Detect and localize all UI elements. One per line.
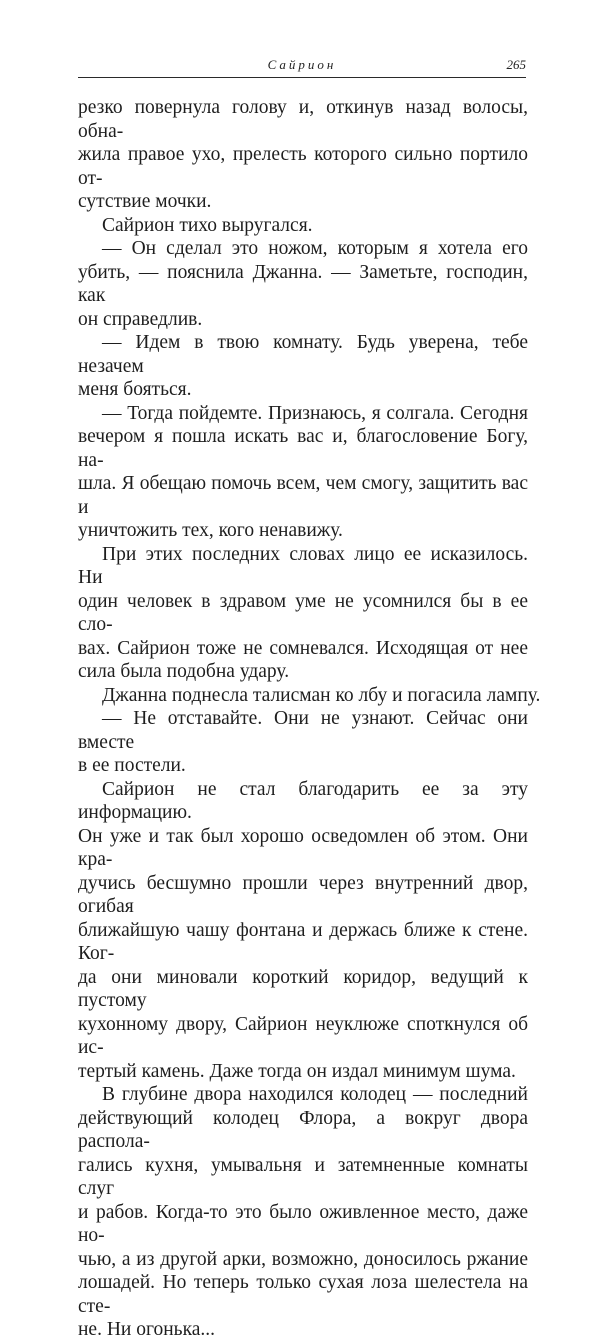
text-line: кухонному двору, Сайрион неуклюже споткнулся об ис- (78, 1013, 528, 1058)
paragraph (78, 214, 528, 238)
text-line: Сайрион не стал благодарить ее за эту информацию. (78, 778, 528, 823)
text-line: не. Ни огонька... (78, 1319, 216, 1340)
body-text (78, 96, 541, 1342)
paragraph (78, 778, 528, 1084)
text-line: сила была подобна удару. (78, 661, 290, 682)
text-line: дучись бесшумно прошли через внутренний двор, огибая (78, 872, 528, 917)
text-line: В глубине двора находился колодец — последний (102, 1084, 528, 1105)
text-line: и рабов. Когда-то это было оживленное место, даже но- (78, 1201, 528, 1246)
text-line: — Идем в твою комнату. Будь уверена, тебе незачем (78, 332, 528, 377)
text-line: — Тогда пойдемте. Признаюсь, я солгала. Сегодня (102, 402, 528, 424)
text-line: один человек в здравом уме не усомнился бы в ее сло- (78, 590, 528, 635)
text-line: тертый камень. Даже тогда он издал минимум шума. (78, 1060, 516, 1082)
text-line: действующий колодец Флора, а вокруг двора распола- (78, 1107, 528, 1152)
paragraph (78, 707, 528, 778)
text-line: — Он сделал это ножом, которым я хотела его (102, 238, 528, 259)
text-line: гались кухня, умывальня и затемненные комнаты слуг (78, 1154, 528, 1199)
text-line: шла. Я обещаю помочь всем, чем смогу, защитить вас и (78, 473, 528, 518)
text-line: — Не отставайте. Они не узнают. Сейчас они вместе (78, 708, 528, 753)
page-number: 265 (506, 57, 526, 72)
text-line: Он уже и так был хорошо осведомлен об этом. Они кра- (78, 825, 528, 870)
text-line: При этих последних словах лицо ее исказилось. Ни (78, 543, 528, 588)
paragraph (78, 331, 528, 402)
text-line: он справедлив. (78, 308, 203, 330)
text-line: меня бояться. (78, 379, 192, 400)
text-line: ближайшую чашу фонтана и держась ближе к стене. Ког- (78, 919, 528, 964)
text-line: сутствие мочки. (78, 191, 212, 212)
text-line: лошадей. Но теперь только сухая лоза шелестела на сте- (78, 1272, 528, 1317)
paragraph (78, 1083, 528, 1342)
text-line: Джанна поднесла талисман ко лбу и погасила лампу. (102, 684, 541, 706)
paragraph (78, 543, 528, 684)
running-head (78, 57, 526, 79)
text-line: Сайрион тихо выругался. (102, 214, 313, 236)
text-line: вечером я пошла искать вас и, благословение Богу, на- (78, 426, 528, 471)
paragraph (78, 96, 528, 214)
paragraph (78, 684, 541, 708)
text-line: чью, а из другой арки, возможно, доносилось ржание (78, 1248, 528, 1270)
text-line: жила правое ухо, прелесть которого сильно портило от- (78, 144, 528, 189)
paragraph (78, 402, 528, 543)
text-line: вах. Сайрион тоже не сомневался. Исходящая от нее (78, 637, 528, 659)
text-line: резко повернула голову и, откинув назад волосы, обна- (78, 97, 528, 142)
running-title: Сайрион (267, 57, 337, 72)
header-rule (78, 77, 526, 78)
text-line: в ее постели. (78, 755, 186, 776)
text-line: убить, — пояснила Джанна. — Заметьте, господин, как (78, 261, 528, 306)
text-line: да они миновали короткий коридор, ведущий к пустому (78, 966, 528, 1011)
paragraph (78, 237, 528, 331)
text-line: уничтожить тех, кого ненавижу. (78, 520, 343, 541)
